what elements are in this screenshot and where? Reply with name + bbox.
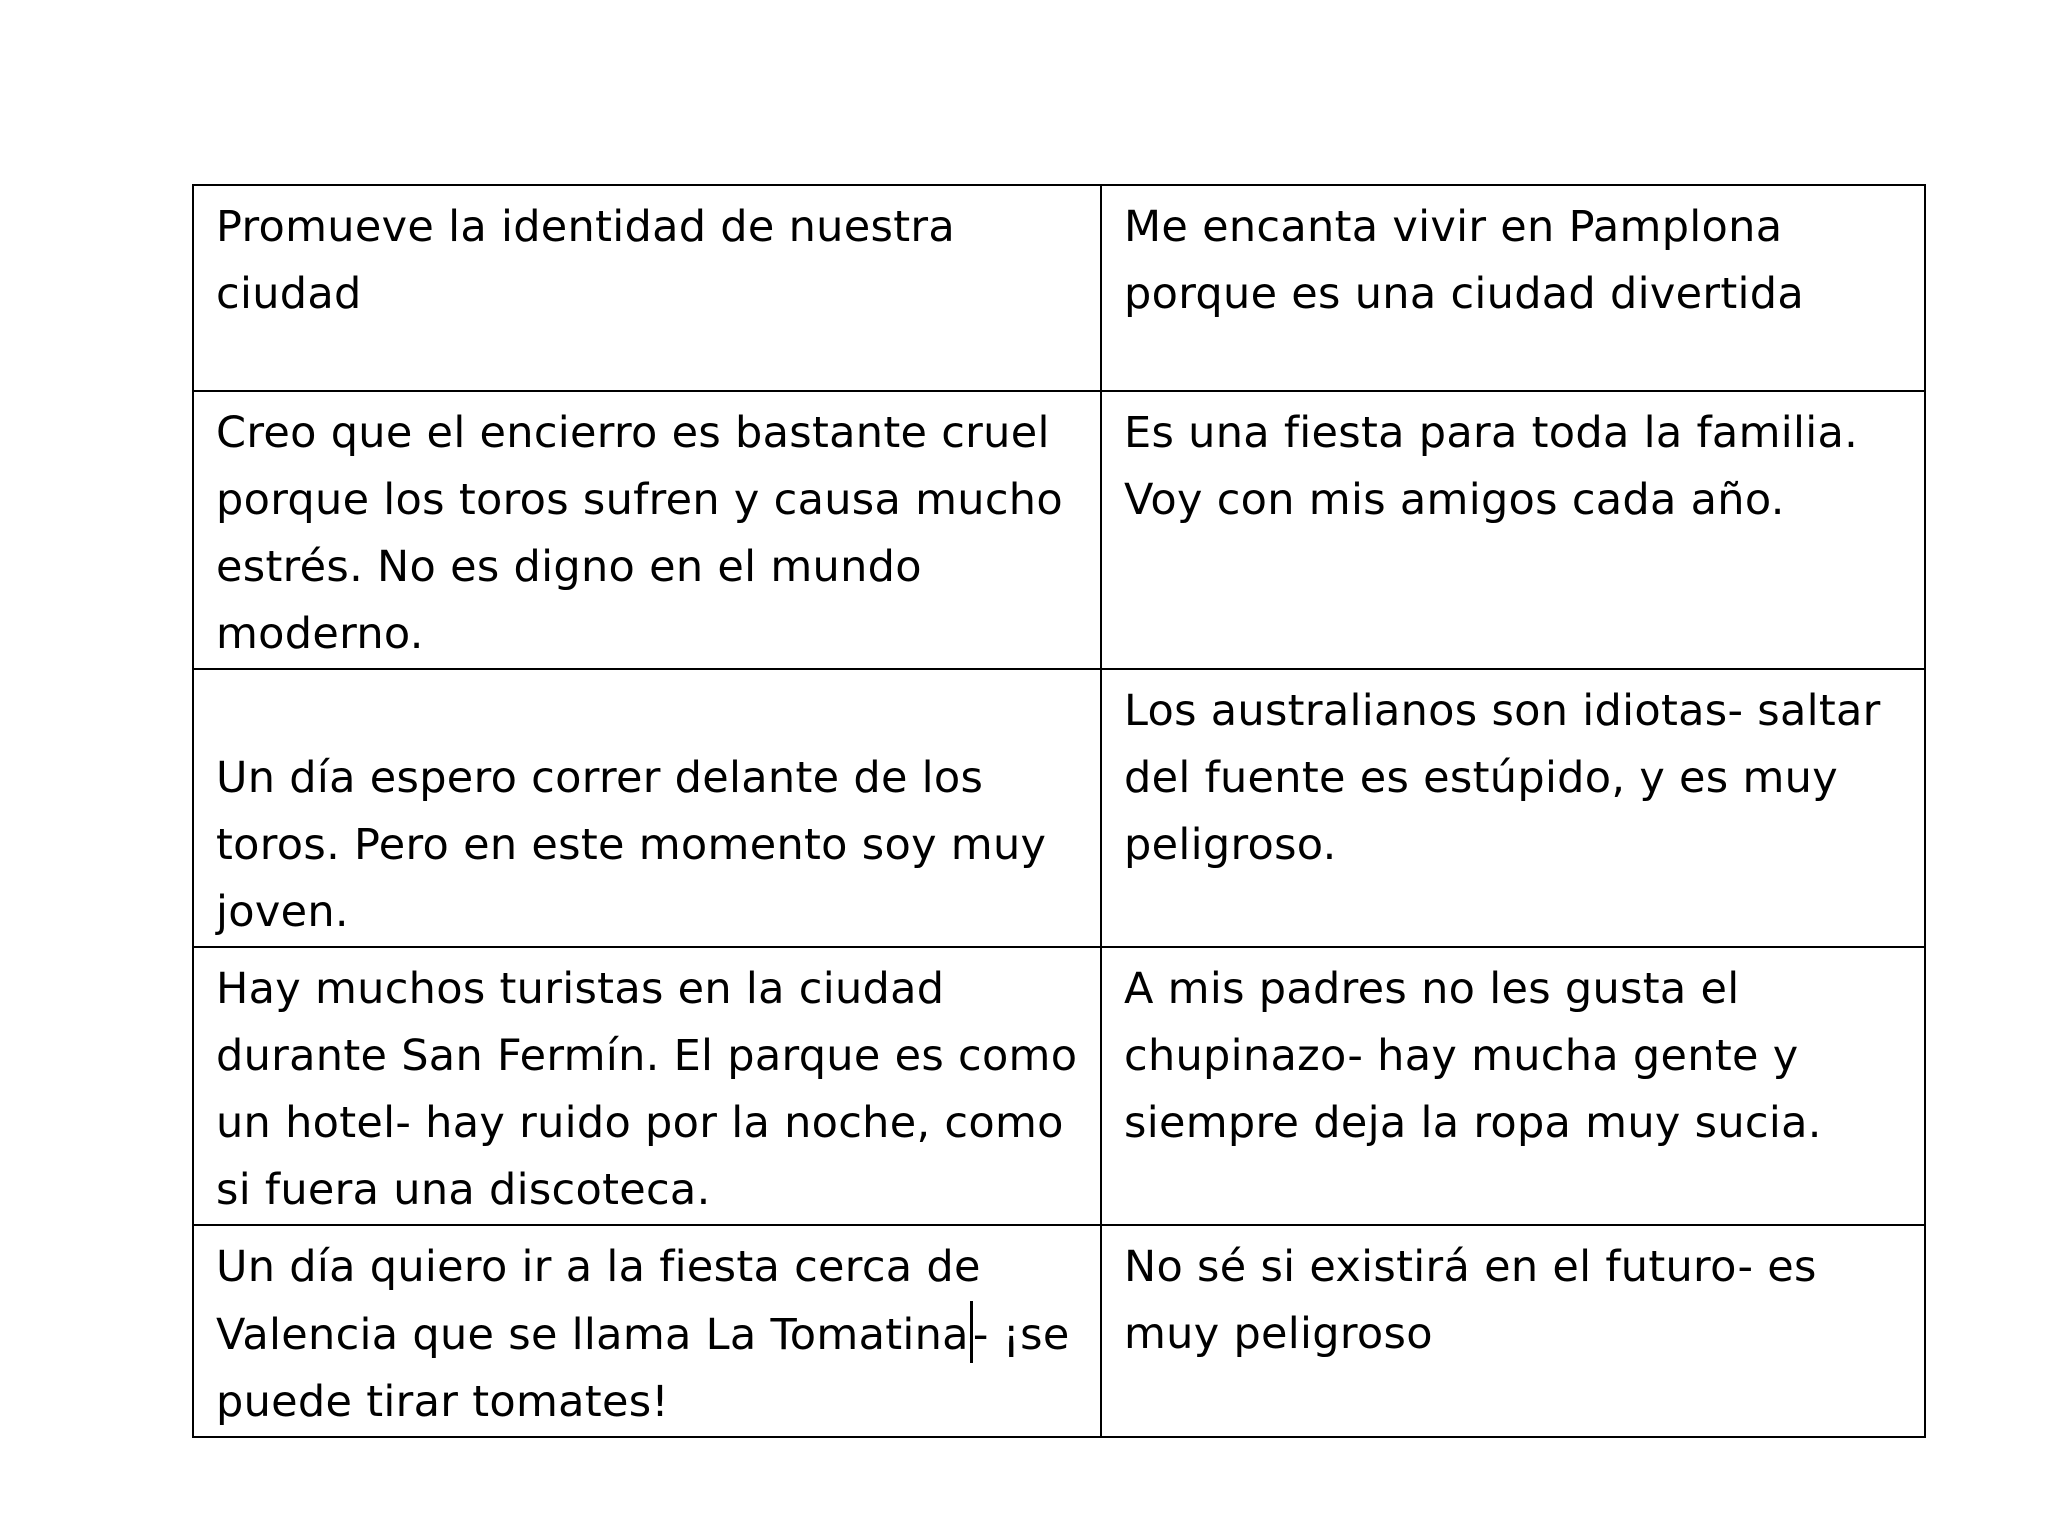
- table-cell[interactable]: [193, 1225, 1101, 1437]
- cell-text-part: Un día quiero ir a la fiesta cerca de Valencia que se llama La Tomatina: [216, 1242, 981, 1360]
- table-cell[interactable]: [193, 669, 1101, 947]
- cell-text: Los australianos son idiotas- saltar del fuente es estúpido, y es muy peligroso.: [1124, 686, 1881, 870]
- cell-text: A mis padres no les gusta el chupinazo- hay mucha gente y siempre deja la ropa muy sucia.: [1124, 964, 1822, 1148]
- cell-text: Un día espero correr delante de los toros. Pero en este momento soy muy joven.: [216, 753, 1047, 937]
- opinions-table: [192, 184, 1926, 1438]
- table-row: [193, 947, 1925, 1225]
- cell-text: Creo que el encierro es bastante cruel porque los toros sufren y causa mucho estrés. No es digno en el mundo moderno.: [216, 408, 1063, 659]
- cell-text: Promueve la identidad de nuestra ciudad: [216, 202, 955, 319]
- table-cell[interactable]: [193, 391, 1101, 669]
- table-row: [193, 185, 1925, 391]
- table-row: [193, 669, 1925, 947]
- table-cell[interactable]: [193, 185, 1101, 391]
- table-cell[interactable]: [1101, 1225, 1925, 1437]
- table-row: [193, 391, 1925, 669]
- table-cell[interactable]: [1101, 185, 1925, 391]
- cell-text: Es una fiesta para toda la familia. Voy con mis amigos cada año.: [1124, 408, 1859, 525]
- cell-text-part: - ¡se puede tirar tomates!: [216, 1310, 1070, 1427]
- table-cell[interactable]: [193, 947, 1101, 1225]
- cell-text: No sé si existirá en el futuro- es muy peligroso: [1124, 1242, 1817, 1359]
- table-cell[interactable]: [1101, 669, 1925, 947]
- cell-text: [216, 1234, 1080, 1436]
- table-row: [193, 1225, 1925, 1437]
- table-cell[interactable]: [1101, 391, 1925, 669]
- table-cell[interactable]: [1101, 947, 1925, 1225]
- cell-text: Me encanta vivir en Pamplona porque es una ciudad divertida: [1124, 202, 1804, 319]
- cell-text: Hay muchos turistas en la ciudad durante San Fermín. El parque es como un hotel- hay ruido por la noche, como si fuera una discoteca.: [216, 964, 1078, 1215]
